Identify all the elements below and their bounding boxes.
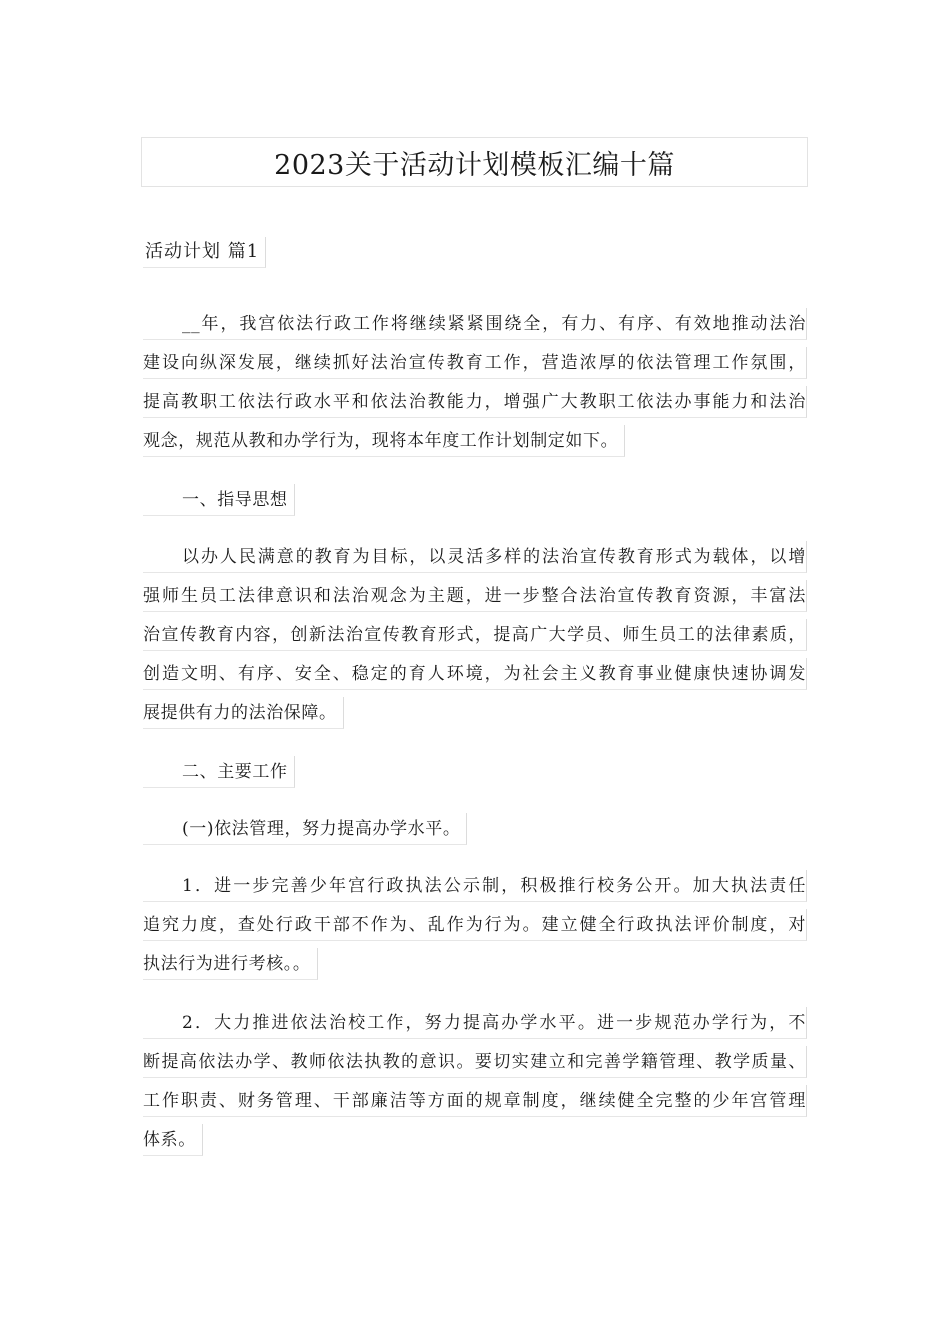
text-line: 体系。 xyxy=(143,1124,203,1156)
text-line: __年，我宫依法行政工作将继续紧紧围绕全，有力、有序、有效地推动法治 xyxy=(143,308,807,340)
text-line: 以办人民满意的教育为目标，以灵活多样的法治宣传教育形式为载体，以增 xyxy=(143,541,807,573)
paragraph-intro xyxy=(143,308,807,468)
text-line: 创造文明、有序、安全、稳定的育人环境，为社会主义教育事业健康快速协调发 xyxy=(143,658,807,690)
heading-guiding-ideology xyxy=(143,484,807,527)
text-line: 强师生员工法律意识和法治观念为主题，进一步整合法治宣传教育资源，丰富法 xyxy=(143,580,807,612)
text-line: 观念，规范从教和办学行为，现将本年度工作计划制定如下。 xyxy=(143,425,625,457)
subheading-text: (一)依法管理，努力提高办学水平。 xyxy=(143,813,467,845)
text-line: 断提高依法办学、教师依法执教的意识。要切实建立和完善学籍管理、教学质量、 xyxy=(143,1046,807,1078)
heading-main-work xyxy=(143,756,807,799)
subheading-lawful-management xyxy=(143,813,807,856)
text-line: 建设向纵深发展，继续抓好法治宣传教育工作，营造浓厚的依法管理工作氛围， xyxy=(143,347,807,379)
document-title: 2023关于活动计划模板汇编十篇 xyxy=(141,137,808,187)
subheading-text: 二、主要工作 xyxy=(143,756,295,788)
text-line: 提高教职工依法行政水平和依法治教能力，增强广大教职工依法办事能力和法治 xyxy=(143,386,807,418)
text-line: 2．大力推进依法治校工作，努力提高办学水平。进一步规范办学行为，不 xyxy=(143,1007,807,1039)
text-line: 追究力度，查处行政干部不作为、乱作为行为。建立健全行政执法评价制度，对 xyxy=(143,909,807,941)
paragraph-item-2 xyxy=(143,1007,807,1167)
text-line: 治宣传教育内容，创新法治宣传教育形式，提高广大学员、师生员工的法律素质， xyxy=(143,619,807,651)
section-heading: 活动计划 篇1 xyxy=(143,237,266,268)
text-line: 执法行为进行考核。。 xyxy=(143,948,318,980)
text-line: 展提供有力的法治保障。 xyxy=(143,697,344,729)
text-line: 1．进一步完善少年宫行政执法公示制，积极推行校务公开。加大执法责任 xyxy=(143,870,807,902)
paragraph-guiding xyxy=(143,541,807,740)
text-line: 工作职责、财务管理、干部廉洁等方面的规章制度，继续健全完整的少年宫管理 xyxy=(143,1085,807,1117)
paragraph-item-1 xyxy=(143,870,807,991)
subheading-text: 一、指导思想 xyxy=(143,484,295,516)
